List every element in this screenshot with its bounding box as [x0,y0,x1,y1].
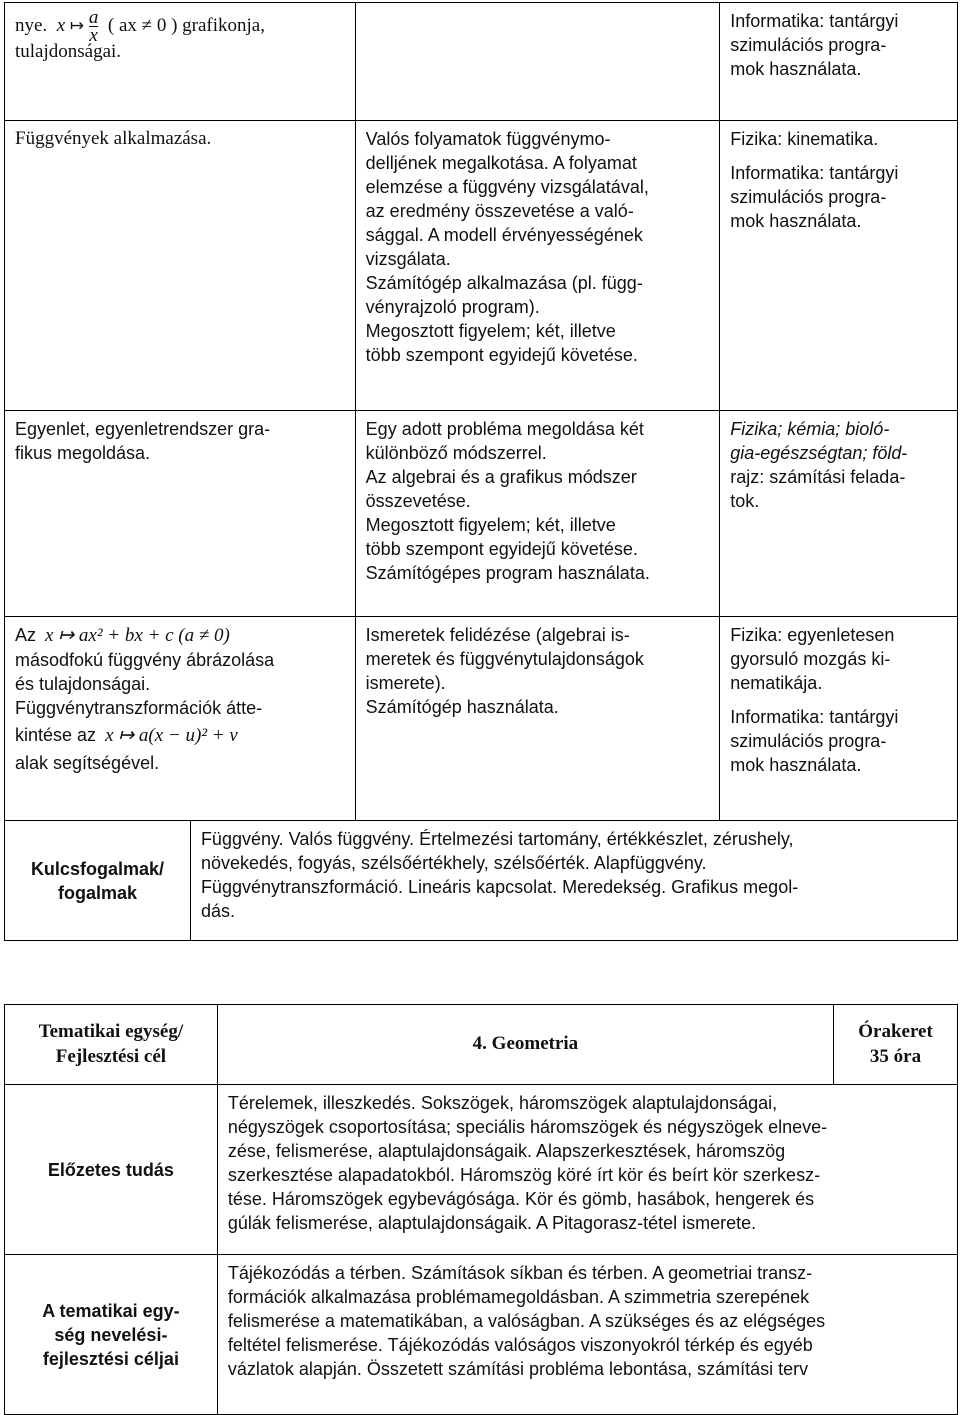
connection-line: mok használata. [730,755,862,775]
connection-line: szimulációs progra- [730,187,887,207]
topic-cell [5,617,356,821]
connection-text: gia-egészségtan; föld [730,443,902,463]
label-line: Fejlesztési cél [55,1045,167,1067]
activity-line: vényrajzoló program). [365,297,540,317]
text-line: szerkesztése alapadatokból. Háromszög köré írt kör és beírt kör szerkesz- [227,1165,821,1185]
page-title: 4. Geometria [472,1033,579,1055]
goals-row [5,1255,958,1415]
label-line: ség nevelési- [54,1324,168,1345]
activity-cell [355,121,720,411]
text-line: vázlatok alapján. Összetett számítási probléma lebontása, számítási terv [227,1359,809,1379]
topic-line [15,623,345,648]
label-line: Előzetes tudás [47,1159,174,1180]
label-line: Tematikai egység/ [38,1021,184,1042]
connection-cell [720,121,958,411]
connection-line: mok használata. [730,59,862,79]
connection-line: gyorsuló mozgás ki- [730,649,891,669]
topic-line: alak segítségével. [15,753,160,773]
topic-prefix: nye. [15,14,48,36]
activity-line: delljének megalkotása. A folyamat [365,153,637,173]
text-line: zése, felismerése, alaptulajdonságaik. Alapszerkesztések, háromszög [227,1141,786,1161]
quadratic-formula: x ↦ ax² + bx + c (a ≠ 0) [45,625,230,646]
connection-line: szimulációs progra- [730,35,887,55]
prior-knowledge-text [217,1085,957,1255]
topic-text: kintése az [15,725,97,745]
connection-cell [720,617,958,821]
key-concepts-row [5,821,958,941]
goals-text [217,1255,957,1415]
text-line: Tájékozódás a térben. Számítások síkban és térben. A geometriai transz- [227,1263,813,1283]
connection-line: rajz: számítási felada- [730,467,906,487]
activity-line: több szempont egyidejű követése. [365,345,638,365]
unit-title [217,1005,833,1085]
key-concepts-text [190,821,957,941]
connection-line: Fizika; kémia; bioló- [730,419,890,439]
activity-line: Megosztott figyelem; két, illetve [365,321,616,341]
table-row [5,3,958,121]
connection-line: Informatika: tantárgyi [730,163,899,183]
vertex-formula: x ↦ a(x − u)² + v [105,725,238,746]
topic-line: fikus megoldása. [15,443,151,463]
concept-line: növekedés, fogyás, szélsőértékhely, szélsőérték. Alapfüggvény. [200,853,707,873]
text-line: felismerése a matematikában, a valóságban. A szükséges és az elégséges [227,1311,826,1331]
connection-text: - [901,443,908,463]
text-line: gúlák felismerése, alaptulajdonságaik. A Pitagorasz-tétel ismerete. [227,1213,757,1233]
text-line: tése. Háromszögek egybevágósága. Kör és gömb, hasábok, hengerek és [227,1189,815,1209]
label-line: fogalmak [57,882,137,903]
text-line: feltétel felismerése. Tájékozódás valóságos viszonyokról térkép és egyéb [227,1335,813,1355]
activity-line: Valós folyamatok függvénymo- [365,129,611,149]
topic-line: tulajdonságai. [15,41,122,62]
connection-line: tok. [730,491,760,511]
connection-cell [720,3,958,121]
connection-line: Informatika: tantárgyi [730,707,899,727]
activity-line: Számítógép használata. [365,697,559,717]
activity-line: ismerete). [365,673,446,693]
label-line: A tematikai egy- [42,1300,180,1321]
connection-line [730,441,947,465]
maps-to-icon: ↦ [69,15,85,36]
topic-text: Az [15,625,37,645]
label-line: Kulcsfogalmak/ [30,858,164,879]
topic-suffix: grafikonja, [182,14,265,36]
prior-knowledge-row [5,1085,958,1255]
activity-line: sággal. A modell érvényességének [365,225,643,245]
connection-line: nematikája. [730,673,823,693]
activity-line: Ismeretek felidézése (algebrai is- [365,625,630,645]
activity-line: vizsgálata. [365,249,451,269]
fraction-numerator: a [88,7,99,28]
fraction [89,9,99,44]
text-line: négyszögek csoportosítása; speciális háromszögek és négyszögek elneve- [227,1117,828,1137]
table-row [5,617,958,821]
text-line: Térelemek, illeszkedés. Sokszögek, háromszögek alaptulajdonságai, [227,1093,778,1113]
concept-line: dás. [200,901,235,921]
key-concepts-label [5,821,191,941]
activity-cell [355,411,720,617]
connection-line: Fizika: egyenletesen [730,625,895,645]
activity-line: Megosztott figyelem; két, illetve [365,515,616,535]
activity-line: elemzése a függvény vizsgálatával, [365,177,649,197]
label-line: fejlesztési céljai [42,1348,179,1369]
activity-line: meretek és függvénytulajdonságok [365,649,644,669]
topic-line: másodfokú függvény ábrázolása [15,650,275,670]
table-row [5,411,958,617]
math-variable: x [56,14,66,36]
activity-line: Számítógép alkalmazása (pl. függ- [365,273,643,293]
activity-line: több szempont egyidejű követése. [365,539,638,559]
topic-cell [5,411,356,617]
topic-line: Egyenlet, egyenletrendszer gra- [15,419,271,439]
activity-line: Az algebrai és a grafikus módszer [365,467,637,487]
hours-cell [834,1005,958,1085]
connection-line: szimulációs progra- [730,731,887,751]
concept-line: Függvénytranszformáció. Lineáris kapcsolat. Meredekség. Grafikus megol- [200,877,799,897]
header-row [5,1005,958,1085]
activity-cell [355,617,720,821]
activity-line: különböző módszerrel. [365,443,547,463]
text-line: formációk alkalmazása problémamegoldásban. A szimmetria szerepének [227,1287,810,1307]
connection-line: Fizika: kinematika. [730,129,879,149]
geometry-unit-table [4,1004,958,1415]
unit-label [5,1005,218,1085]
connection-cell [720,411,958,617]
topic-line [15,723,345,748]
activity-cell [355,3,720,121]
reciprocal-function-topic [15,9,345,44]
topic-line: Függvények alkalmazása. [15,128,212,149]
hours-label: Órakeret [858,1021,933,1042]
activity-line: Számítógépes program használata. [365,563,650,583]
topic-line: és tulajdonságai. [15,674,151,694]
activity-line: összevetése. [365,491,471,511]
concept-line: Függvény. Valós függvény. Értelmezési tartomány, értékkészlet, zérushely, [200,829,794,849]
curriculum-table [4,2,958,941]
table-row [5,121,958,411]
topic-cell [5,3,356,121]
connection-line: Informatika: tantárgyi [730,11,899,31]
topic-line: Függvénytranszformációk átte- [15,698,263,718]
prior-knowledge-label [5,1085,218,1255]
activity-line: az eredmény összevetése a való- [365,201,634,221]
connection-line: mok használata. [730,211,862,231]
math-condition: ( ax ≠ 0 ) [107,14,178,36]
goals-label [5,1255,218,1415]
activity-line: Egy adott probléma megoldása két [365,419,644,439]
topic-cell [5,121,356,411]
fraction-denominator: x [89,25,98,46]
hours-value: 35 óra [869,1045,922,1067]
